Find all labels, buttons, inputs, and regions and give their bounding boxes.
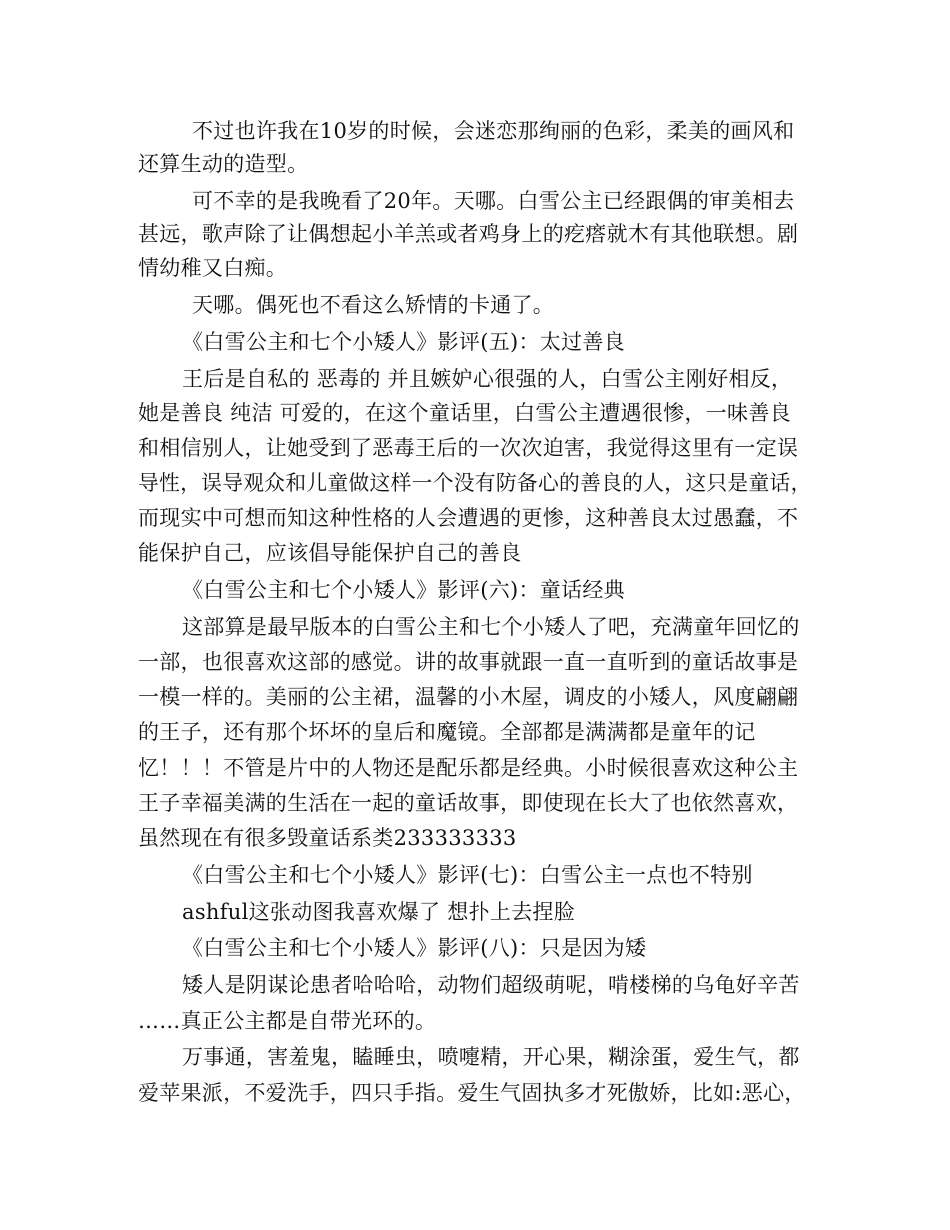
text-line: 和相信别人，让她受到了恶毒王后的一次次迫害，我觉得这里有一定误: [138, 436, 799, 460]
section-heading: 《白雪公主和七个小矮人》影评(五)：太过善良: [182, 330, 625, 354]
text-line: 能保护自己，应该倡导能保护自己的善良: [138, 541, 522, 565]
text-line: 万事通，害羞鬼，瞌睡虫，喷嚏精，开心果，糊涂蛋，爱生气，都: [182, 1045, 800, 1069]
text-line: 王后是自私的 恶毒的 并且嫉妒心很强的人，白雪公主刚好相反，: [182, 367, 793, 391]
text-line: 而现实中可想而知这种性格的人会遭遇的更惨，这种善良太过愚蠢，不: [138, 506, 799, 530]
text-line: 忆！！！不管是片中的人物还是配乐都是经典。小时候很喜欢这种公主: [138, 756, 799, 780]
text-line: ……真正公主都是自带光环的。: [138, 1009, 437, 1033]
text-line: 还算生动的造型。: [138, 152, 309, 176]
text-line: 爱苹果派，不爱洗手，四只手指。爱生气固执多才死傲娇，比如:恶心，: [138, 1081, 806, 1105]
text-line: 导性，误导观众和儿童做这样一个没有防备心的善良的人，这只是童话，: [138, 471, 812, 495]
text-line: 甚远，歌声除了让偶想起小羊羔或者鸡身上的疙瘩就木有其他联想。剧: [138, 222, 799, 246]
text-line: 一部，也很喜欢这部的感觉。讲的故事就跟一直一直听到的童话故事是: [138, 650, 799, 674]
text-line: 王子幸福美满的生活在一起的童话故事，即使现在长大了也依然喜欢，: [138, 791, 799, 815]
text-line: 可不幸的是我晚看了20年。天哪。白雪公主已经跟偶的审美相去: [192, 189, 795, 213]
text-line: 矮人是阴谋论患者哈哈哈，动物们超级萌呢，啃楼梯的乌龟好辛苦: [182, 973, 800, 997]
text-line: 她是善良 纯洁 可爱的，在这个童话里，白雪公主遭遇很惨，一味善良: [138, 401, 791, 425]
text-line: 情幼稚又白痴。: [138, 256, 288, 280]
text-line: ashful这张动图我喜欢爆了 想扑上去捏脸: [182, 900, 576, 924]
text-line: 一模一样的。美丽的公主裙，温馨的小木屋，调皮的小矮人，风度翩翩: [138, 685, 799, 709]
text-line: 天哪。偶死也不看这么矫情的卡通了。: [192, 293, 555, 317]
section-heading: 《白雪公主和七个小矮人》影评(六)：童话经典: [182, 578, 625, 602]
text-line: 不过也许我在10岁的时候，会迷恋那绚丽的色彩，柔美的画风和: [192, 119, 795, 143]
section-heading: 《白雪公主和七个小矮人》影评(七)：白雪公主一点也不特别: [182, 863, 753, 887]
section-heading: 《白雪公主和七个小矮人》影评(八)：只是因为矮: [182, 936, 647, 960]
text-line: 这部算是最早版本的白雪公主和七个小矮人了吧，充满童年回忆的: [182, 615, 800, 639]
text-line: 的王子，还有那个坏坏的皇后和魔镜。全部都是满满都是童年的记: [138, 720, 756, 744]
text-line: 虽然现在有很多毁童话系类233333333: [138, 826, 517, 850]
